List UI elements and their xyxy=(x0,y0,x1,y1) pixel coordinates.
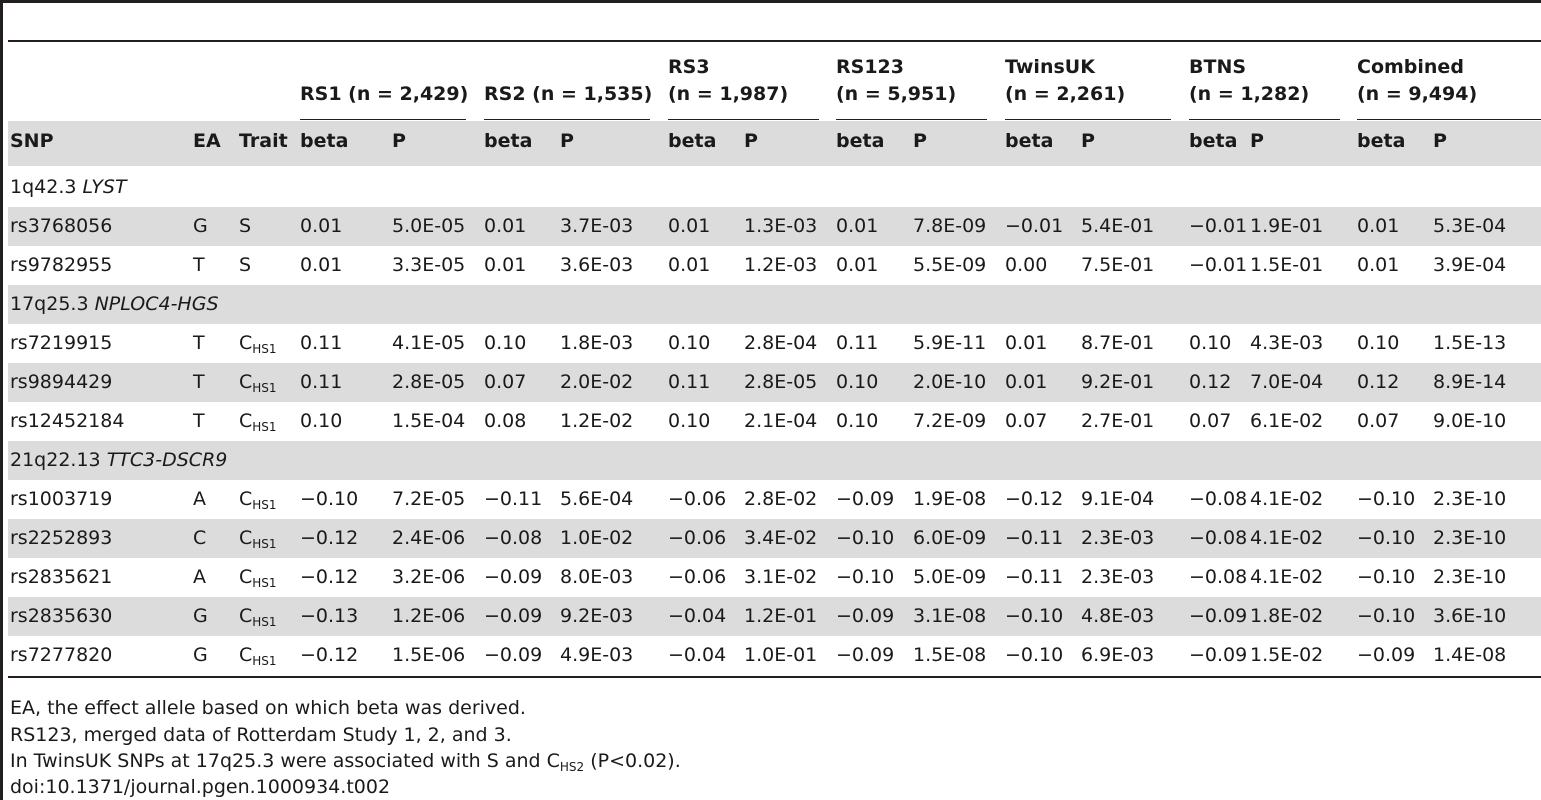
p-value: 5.6E-04 xyxy=(560,488,634,510)
beta-value: 0.12 xyxy=(1189,371,1232,393)
effect-allele: G xyxy=(193,644,208,666)
top-border xyxy=(0,0,1541,3)
p-value: 3.1E-02 xyxy=(744,566,818,588)
beta-value: 0.01 xyxy=(668,215,711,237)
beta-value: −0.01 xyxy=(1189,215,1248,237)
p-value: 7.2E-09 xyxy=(913,410,987,432)
p-value: 1.9E-08 xyxy=(913,488,987,510)
p-value: 2.1E-04 xyxy=(744,410,818,432)
beta-value: 0.01 xyxy=(836,254,879,276)
beta-value: 0.07 xyxy=(1189,410,1232,432)
snp-id: rs12452184 xyxy=(10,410,125,432)
beta-value: 0.01 xyxy=(1005,332,1048,354)
beta-value: 0.01 xyxy=(836,215,879,237)
p-value: 4.1E-02 xyxy=(1250,527,1324,549)
locus-label: 1q42.3 xyxy=(10,176,77,198)
column-header: beta xyxy=(484,130,533,152)
p-value: 2.3E-10 xyxy=(1433,488,1507,510)
beta-value: 0.01 xyxy=(484,215,527,237)
p-value: 3.6E-03 xyxy=(560,254,634,276)
column-header: P xyxy=(1433,130,1447,152)
column-header: Trait xyxy=(239,130,288,152)
beta-value: −0.01 xyxy=(1005,215,1064,237)
beta-value: −0.10 xyxy=(1357,566,1416,588)
effect-allele: G xyxy=(193,215,208,237)
gene-label: NPLOC4-HGS xyxy=(94,293,219,315)
group-underline xyxy=(1189,119,1340,120)
p-value: 1.5E-06 xyxy=(392,644,466,666)
beta-value: 0.01 xyxy=(668,254,711,276)
beta-value: −0.12 xyxy=(300,644,359,666)
group-header-n: (n = 5,951) xyxy=(836,83,957,105)
snp-id: rs1003719 xyxy=(10,488,113,510)
trait: $C_{HS1}$ xyxy=(239,605,277,629)
p-value: 1.4E-08 xyxy=(1433,644,1507,666)
effect-allele: T xyxy=(193,371,205,393)
trait: S xyxy=(239,215,252,237)
beta-value: 0.10 xyxy=(484,332,527,354)
p-value: 4.8E-03 xyxy=(1081,605,1155,627)
section-label xyxy=(10,293,219,315)
p-value: 1.5E-13 xyxy=(1433,332,1507,354)
p-value: 2.7E-01 xyxy=(1081,410,1155,432)
beta-value: −0.11 xyxy=(1005,527,1064,549)
snp-id: rs2252893 xyxy=(10,527,113,549)
p-value: 4.1E-02 xyxy=(1250,488,1324,510)
beta-value: −0.04 xyxy=(668,644,727,666)
beta-value: −0.06 xyxy=(668,527,727,549)
beta-value: −0.10 xyxy=(300,488,359,510)
beta-value: 0.01 xyxy=(484,254,527,276)
p-value: 2.8E-04 xyxy=(744,332,818,354)
beta-value: 0.08 xyxy=(484,410,527,432)
beta-value: 0.11 xyxy=(300,332,343,354)
beta-value: 0.12 xyxy=(1357,371,1400,393)
trait: $C_{HS1}$ xyxy=(239,410,277,434)
p-value: 5.9E-11 xyxy=(913,332,987,354)
column-header: beta xyxy=(300,130,349,152)
p-value: 2.0E-02 xyxy=(560,371,634,393)
beta-value: −0.09 xyxy=(484,605,543,627)
group-header-title: RS1 (n = 2,429) xyxy=(300,83,469,105)
group-underline xyxy=(300,119,466,120)
column-header: P xyxy=(744,130,758,152)
beta-value: −0.12 xyxy=(1005,488,1064,510)
p-value: 1.8E-02 xyxy=(1250,605,1324,627)
group-underline xyxy=(1005,119,1171,120)
group-header-title: TwinsUK xyxy=(1005,56,1095,78)
snp-id: rs9782955 xyxy=(10,254,113,276)
p-value: 9.0E-10 xyxy=(1433,410,1507,432)
p-value: 3.7E-03 xyxy=(560,215,634,237)
p-value: 4.9E-03 xyxy=(560,644,634,666)
beta-value: 0.07 xyxy=(1357,410,1400,432)
footnote-twinsuk: In TwinsUK SNPs at 17q25.3 were associated with S and $C_{HS2}$ (P<0.02). xyxy=(10,750,681,774)
snp-id: rs2835621 xyxy=(10,566,113,588)
p-value: 3.4E-02 xyxy=(744,527,818,549)
snp-id: rs2835630 xyxy=(10,605,113,627)
p-value: 1.2E-02 xyxy=(560,410,634,432)
p-value: 8.7E-01 xyxy=(1081,332,1155,354)
beta-value: −0.11 xyxy=(484,488,543,510)
beta-value: 0.11 xyxy=(836,332,879,354)
p-value: 3.1E-08 xyxy=(913,605,987,627)
p-value: 4.1E-05 xyxy=(392,332,466,354)
beta-value: −0.09 xyxy=(1189,605,1248,627)
p-value: 1.2E-06 xyxy=(392,605,466,627)
beta-value: 0.07 xyxy=(1005,410,1048,432)
beta-value: −0.09 xyxy=(836,644,895,666)
group-header-n: (n = 2,261) xyxy=(1005,83,1126,105)
beta-value: −0.10 xyxy=(1357,605,1416,627)
p-value: 6.9E-03 xyxy=(1081,644,1155,666)
footnote-doi: doi:10.1371/journal.pgen.1000934.t002 xyxy=(10,776,391,798)
p-value: 2.8E-02 xyxy=(744,488,818,510)
column-header: beta xyxy=(1005,130,1054,152)
p-value: 1.5E-04 xyxy=(392,410,466,432)
beta-value: −0.11 xyxy=(1005,566,1064,588)
group-header-n: (n = 9,494) xyxy=(1357,83,1478,105)
locus-label: 21q22.13 xyxy=(10,449,101,471)
p-value: 5.0E-05 xyxy=(392,215,466,237)
column-header: P xyxy=(913,130,927,152)
column-header: P xyxy=(1250,130,1264,152)
group-underline xyxy=(836,119,987,120)
column-header: beta xyxy=(1357,130,1406,152)
section-label xyxy=(10,449,227,471)
p-value: 1.8E-03 xyxy=(560,332,634,354)
beta-value: −0.09 xyxy=(484,566,543,588)
p-value: 2.8E-05 xyxy=(744,371,818,393)
row-band xyxy=(8,441,1541,480)
trait: $C_{HS1}$ xyxy=(239,644,277,668)
p-value: 5.5E-09 xyxy=(913,254,987,276)
beta-value: −0.04 xyxy=(668,605,727,627)
beta-value: −0.10 xyxy=(1005,605,1064,627)
beta-value: 0.10 xyxy=(1189,332,1232,354)
group-header-title: BTNS xyxy=(1189,56,1247,78)
beta-value: 0.10 xyxy=(668,410,711,432)
beta-value: 0.01 xyxy=(1357,254,1400,276)
p-value: 1.5E-08 xyxy=(913,644,987,666)
p-value: 2.3E-03 xyxy=(1081,566,1155,588)
p-value: 1.5E-01 xyxy=(1250,254,1324,276)
locus-label: 17q25.3 xyxy=(10,293,89,315)
beta-value: 0.01 xyxy=(300,254,343,276)
group-header-title: Combined xyxy=(1357,56,1464,78)
beta-value: −0.08 xyxy=(1189,488,1248,510)
p-value: 5.3E-04 xyxy=(1433,215,1507,237)
effect-allele: T xyxy=(193,254,205,276)
beta-value: −0.09 xyxy=(1357,644,1416,666)
beta-value: −0.01 xyxy=(1189,254,1248,276)
trait: $C_{HS1}$ xyxy=(239,488,277,512)
row-band xyxy=(8,285,1541,324)
effect-allele: T xyxy=(193,332,205,354)
beta-value: 0.11 xyxy=(668,371,711,393)
p-value: 2.8E-05 xyxy=(392,371,466,393)
table-bottom-rule xyxy=(8,676,1541,678)
effect-allele: T xyxy=(193,410,205,432)
group-header-title: RS3 xyxy=(668,56,710,78)
p-value: 8.0E-03 xyxy=(560,566,634,588)
beta-value: −0.10 xyxy=(1357,488,1416,510)
p-value: 2.3E-03 xyxy=(1081,527,1155,549)
effect-allele: G xyxy=(193,605,208,627)
beta-value: 0.01 xyxy=(1357,215,1400,237)
beta-value: 0.10 xyxy=(1357,332,1400,354)
effect-allele: A xyxy=(193,566,206,588)
beta-value: 0.10 xyxy=(668,332,711,354)
beta-value: 0.00 xyxy=(1005,254,1048,276)
p-value: 3.6E-10 xyxy=(1433,605,1507,627)
p-value: 7.8E-09 xyxy=(913,215,987,237)
group-underline xyxy=(668,119,819,120)
trait: S xyxy=(239,254,252,276)
trait: $C_{HS1}$ xyxy=(239,527,277,551)
column-header: P xyxy=(392,130,406,152)
p-value: 1.9E-01 xyxy=(1250,215,1324,237)
footnote-rs123: RS123, merged data of Rotterdam Study 1, 2, and 3. xyxy=(10,724,512,746)
beta-value: −0.09 xyxy=(484,644,543,666)
p-value: 1.5E-02 xyxy=(1250,644,1324,666)
p-value: 1.0E-02 xyxy=(560,527,634,549)
beta-value: −0.10 xyxy=(1005,644,1064,666)
beta-value: −0.08 xyxy=(1189,527,1248,549)
p-value: 3.9E-04 xyxy=(1433,254,1507,276)
beta-value: −0.09 xyxy=(836,605,895,627)
p-value: 2.0E-10 xyxy=(913,371,987,393)
beta-value: 0.01 xyxy=(1005,371,1048,393)
beta-value: −0.13 xyxy=(300,605,359,627)
section-label xyxy=(10,176,127,198)
trait: $C_{HS1}$ xyxy=(239,566,277,590)
p-value: 7.0E-04 xyxy=(1250,371,1324,393)
p-value: 7.2E-05 xyxy=(392,488,466,510)
group-header-n: (n = 1,282) xyxy=(1189,83,1310,105)
p-value: 1.2E-03 xyxy=(744,254,818,276)
snp-id: rs7219915 xyxy=(10,332,113,354)
snp-id: rs9894429 xyxy=(10,371,113,393)
column-header: SNP xyxy=(10,130,54,152)
beta-value: −0.10 xyxy=(1357,527,1416,549)
effect-allele: A xyxy=(193,488,206,510)
column-header: P xyxy=(560,130,574,152)
column-header-band xyxy=(8,121,1541,166)
beta-value: −0.06 xyxy=(668,488,727,510)
p-value: 8.9E-14 xyxy=(1433,371,1507,393)
header-top-rule xyxy=(8,40,1541,42)
p-value: 5.0E-09 xyxy=(913,566,987,588)
column-header: beta xyxy=(1189,130,1238,152)
beta-value: −0.12 xyxy=(300,566,359,588)
group-header-title: RS2 (n = 1,535) xyxy=(484,83,653,105)
group-underline xyxy=(484,119,650,120)
group-underline xyxy=(1357,119,1541,120)
beta-value: 0.01 xyxy=(300,215,343,237)
p-value: 6.1E-02 xyxy=(1250,410,1324,432)
beta-value: −0.12 xyxy=(300,527,359,549)
p-value: 4.1E-02 xyxy=(1250,566,1324,588)
p-value: 1.0E-01 xyxy=(744,644,818,666)
beta-value: −0.09 xyxy=(836,488,895,510)
beta-value: −0.10 xyxy=(836,527,895,549)
p-value: 9.1E-04 xyxy=(1081,488,1155,510)
trait: $C_{HS1}$ xyxy=(239,332,277,356)
trait: $C_{HS1}$ xyxy=(239,371,277,395)
p-value: 1.3E-03 xyxy=(744,215,818,237)
p-value: 9.2E-03 xyxy=(560,605,634,627)
snp-id: rs7277820 xyxy=(10,644,113,666)
p-value: 3.3E-05 xyxy=(392,254,466,276)
beta-value: −0.10 xyxy=(836,566,895,588)
group-header-title: RS123 xyxy=(836,56,904,78)
beta-value: −0.09 xyxy=(1189,644,1248,666)
column-header: beta xyxy=(668,130,717,152)
column-header: EA xyxy=(193,130,221,152)
gene-label: LYST xyxy=(82,176,127,198)
gene-label: TTC3-DSCR9 xyxy=(106,449,228,471)
p-value: 2.3E-10 xyxy=(1433,566,1507,588)
p-value: 6.0E-09 xyxy=(913,527,987,549)
beta-value: 0.10 xyxy=(300,410,343,432)
p-value: 1.2E-01 xyxy=(744,605,818,627)
beta-value: −0.08 xyxy=(1189,566,1248,588)
column-header: P xyxy=(1081,130,1095,152)
p-value: 2.3E-10 xyxy=(1433,527,1507,549)
p-value: 9.2E-01 xyxy=(1081,371,1155,393)
p-value: 7.5E-01 xyxy=(1081,254,1155,276)
beta-value: −0.08 xyxy=(484,527,543,549)
column-header: beta xyxy=(836,130,885,152)
p-value: 2.4E-06 xyxy=(392,527,466,549)
beta-value: −0.06 xyxy=(668,566,727,588)
left-border xyxy=(0,0,3,800)
beta-value: 0.07 xyxy=(484,371,527,393)
beta-value: 0.10 xyxy=(836,371,879,393)
group-header-n: (n = 1,987) xyxy=(668,83,789,105)
p-value: 5.4E-01 xyxy=(1081,215,1155,237)
p-value: 3.2E-06 xyxy=(392,566,466,588)
footnote-ea: EA, the effect allele based on which beta was derived. xyxy=(10,697,526,719)
beta-value: 0.11 xyxy=(300,371,343,393)
beta-value: 0.10 xyxy=(836,410,879,432)
p-value: 4.3E-03 xyxy=(1250,332,1324,354)
snp-id: rs3768056 xyxy=(10,215,113,237)
effect-allele: C xyxy=(193,527,207,549)
